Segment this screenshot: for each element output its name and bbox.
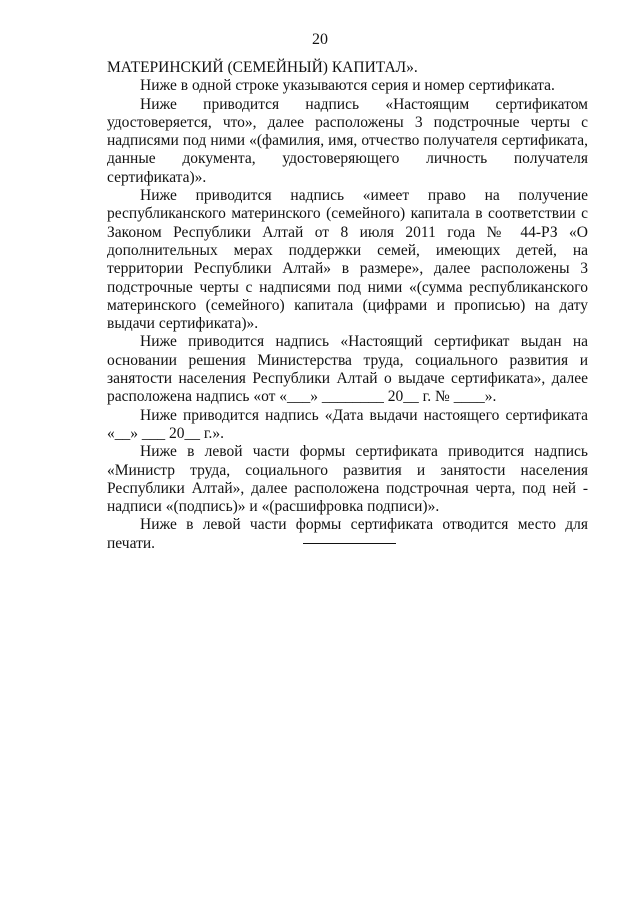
paragraph-seal-place: Ниже в левой части формы сертификата отводится место для печати. [107, 516, 588, 552]
paragraph-heading-continuation: МАТЕРИНСКИЙ (СЕМЕЙНЫЙ) КАПИТАЛ». [107, 59, 418, 76]
paragraph-issued-basis: Ниже приводится надпись «Настоящий сертификат выдан на основании решения Министерства труда, социального развития и занятости населения Республики Алтай о выдаче сертификата», далее расположена надпись «от «___» ________ 20__ г. № ____». [107, 333, 588, 406]
document-body [107, 59, 588, 553]
paragraph-entitlement: Ниже приводится надпись «имеет право на получение республиканского материнского (семейного) капитала в соответствии с Законом Республики Алтай от 8 июля 2011 года № 44-РЗ «О дополнительных мерах поддержки семей, имеющих детей, на территории Республики Алтай» в размере», далее расположены 3 подстрочные черты с надписями под ними «(сумма республиканского материнского (семейного) капитала (цифрами и прописью) на дату выдачи сертификата)». [107, 187, 588, 333]
paragraph-minister-signature: Ниже в левой части формы сертификата приводится надпись «Министр труда, социального развития и занятости населения Республики Алтай», далее расположена подстрочная черта, под ней - надписи «(подпись)» и «(расшифровка подписи)». [107, 443, 588, 516]
paragraph-series-number: Ниже в одной строке указываются серия и номер сертификата. [140, 77, 555, 95]
end-separator-line [303, 543, 396, 544]
page-number: 20 [312, 31, 328, 48]
paragraph-issue-date: Ниже приводится надпись «Дата выдачи настоящего сертификата «__» ___ 20__ г.». [107, 406, 588, 442]
paragraph-certifies: Ниже приводится надпись «Настоящим сертификатом удостоверяется, что», далее расположены 3 подстрочные черты с надписями под ними «(фамилия, имя, отчество получателя сертификата, данные документа, удостоверяющего личность получателя сертификата)». [107, 95, 588, 186]
